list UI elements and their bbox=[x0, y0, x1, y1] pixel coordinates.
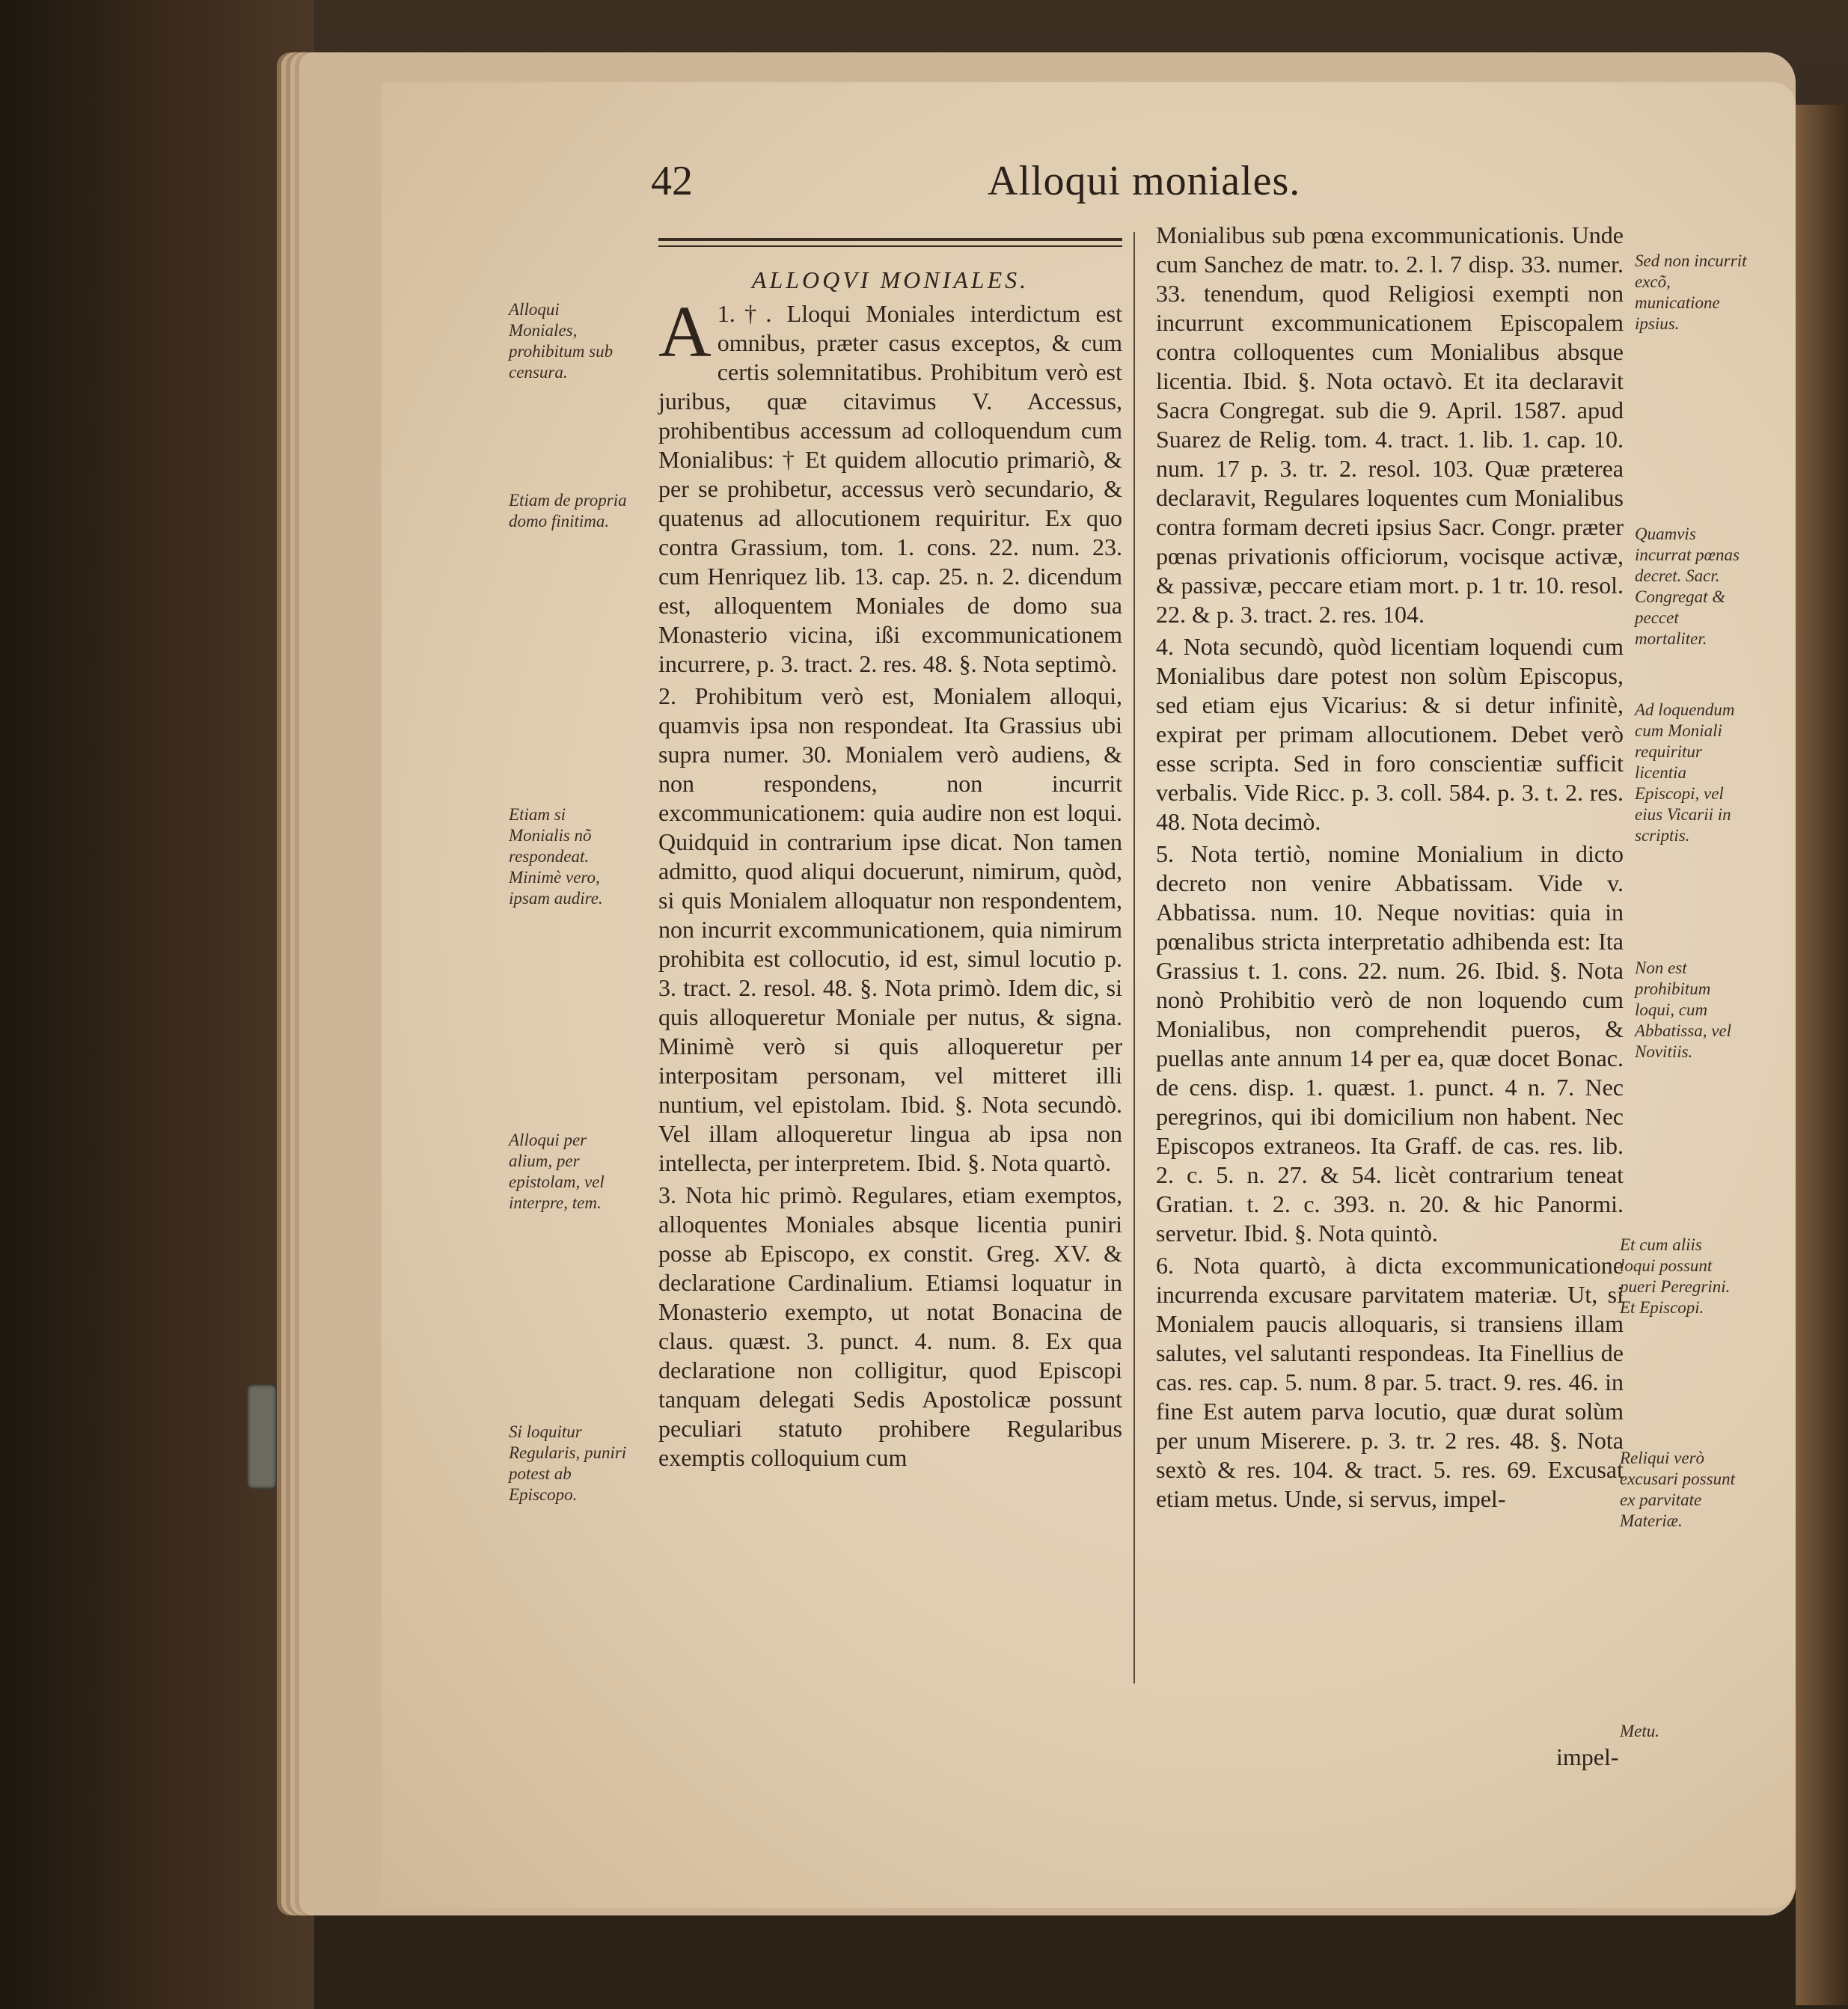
margin-note-left: Alloqui Moniales, prohibitum sub censura. bbox=[509, 300, 614, 382]
page-number: 42 bbox=[651, 158, 693, 204]
margin-note-left: Etiam si Monialis nõ respondeat. Minimè vero, ipsam audire. bbox=[509, 805, 603, 908]
margin-note-right: Sed non incurrit excõ, municatione ipsius. bbox=[1635, 251, 1747, 333]
drop-cap: A bbox=[658, 292, 712, 373]
section-heading: ALLOQVI MONIALES. bbox=[751, 266, 1029, 293]
margin-note-left: Etiam de propria domo finitima. bbox=[509, 491, 627, 530]
margin-note-right: Quamvis incurrat pœnas decret. Sacr. Congregat & peccet mortaliter. bbox=[1635, 525, 1740, 648]
paragraph-number: 1.†. bbox=[717, 300, 772, 327]
margin-note-right: Reliqui verò excusari possunt ex parvitate Materiæ. bbox=[1620, 1449, 1735, 1530]
catchword: impel- bbox=[1556, 1743, 1619, 1770]
left-column bbox=[658, 266, 1122, 1476]
paragraph-3-cont: Monialibus sub pœna excommunicationis. Unde cum Sanchez de matr. to. 2. l. 7 disp. 33. numer. 33. tenendum, quod Religiosi exempti non incurrunt excommunicationem Episcopalem contra colloquentes cum Monialibus absque licentia. Ibid. §. Nota octavò. Et ita declaravit Sacra Congregat. sub die 9. April. 1587. apud Suarez de Relig. tom. 4. tract. 1. lib. 1. cap. 10. num. 17 p. 3. tr. 2. resol. 103. Quæ præterea declaravit, Regulares loquentes cum Monialibus contra formam decreti ipsius Sacr. Congr. præter pœnas privationis officiorum, vocisque activæ, & passivæ, peccare etiam mort. p. 1 tr. 10. resol. 22. & p. 3. tract. 2. res. 104. bbox=[1156, 221, 1624, 628]
right-column bbox=[1156, 221, 1624, 1517]
page-title: Alloqui moniales. bbox=[988, 158, 1301, 204]
margin-note-right: Et cum aliis loqui possunt pueri Peregrini. Et Episcopi. bbox=[1620, 1235, 1731, 1317]
header-rule bbox=[658, 238, 1122, 247]
column-divider bbox=[1133, 232, 1135, 1684]
clasp-hinge bbox=[247, 1384, 277, 1489]
margin-note-left: Si loquitur Regularis, puniri potest ab Episcopo. bbox=[509, 1422, 627, 1504]
margin-note-right: Ad loquendum cum Moniali requiritur licentia Episcopi, vel eius Vicarii in scriptis. bbox=[1635, 700, 1735, 845]
margin-note-right: Metu. bbox=[1620, 1722, 1660, 1740]
paragraph-text: Lloqui Moniales interdictum est omnibus, præter casus exceptos, & cum certis solemnitatibus. Prohibitum verò est juribus, quæ citavimus V. Accessus, prohibentibus accessum ad colloquendum cum Monialibus: † Et quidem allocutio primariò, & per se prohibetur, accessus verò secundario, & quatenus ad allocutionem requiritur. Ex quo contra Grassium, tom. 1. cons. 22. num. 23. cum Henriquez lib. 13. cap. 25. n. 2. dicendum est, alloquentem Moniales de domo sua Monasterio vicina, ißi excommunicationem incurrere, p. 3. tract. 2. res. 48. §. Nota septimò. bbox=[658, 300, 1123, 677]
paragraph-6: 6. Nota quartò, à dicta excommunicatione incurrenda excusare parvitatem materiæ. Ut, si Monialem paucis alloquaris, si transiens illam salutes, vel salutanti respondeas. Ita Finellius de cas. res. cap. 5. num. 8 par. 5. tract. 9. res. 46. in fine Est autem parva locutio, quæ durat solùm per unum Miserere. p. 3. tr. 2 res. 48. §. Nota sextò & res. 104. & tract. 5. res. 69. Excusat etiam metus. Unde, si servus, impel- bbox=[1156, 1252, 1624, 1512]
paragraph-2: 2. Prohibitum verò est, Monialem alloqui, quamvis ipsa non respondeat. Ita Grassius ubi supra numer. 30. Monialem verò audiens, & non respondens, non incurrit excommunicationem: quia audire non est loqui. Quidquid in contrarium ipse dicat. Non tamen admitto, quod aliqui docuerunt, nimirum, quòd, si quis Monialem alloquatur non respondentem, non incurrit excommunicationem, quia nimirum prohibita est collocutio, id est, simul locutio p. 3. tract. 2. resol. 48. §. Nota primò. Idem dic, si quis alloqueretur Moniale per nutus, & signa. Minimè verò si quis alloqueretur per interpositam personam, vel mitteret illi nuntium, vel epistolam. Ibid. §. Nota secundò. Vel illam alloqueretur lingua ab ipsa non intellecta, per interpretem. Ibid. §. Nota quartò. bbox=[658, 682, 1122, 1176]
book-spine bbox=[0, 0, 314, 2009]
margin-note-right: Non est prohibitum loqui, cum Abbatissa, vel Novitiis. bbox=[1635, 958, 1732, 1061]
paragraph-1 bbox=[658, 292, 1123, 679]
margin-note-left: Alloqui per alium, per epistolam, vel interpre, tem. bbox=[509, 1131, 605, 1212]
running-head bbox=[651, 157, 1399, 217]
paragraph-3: 3. Nota hic primò. Regulares, etiam exemptos, alloquentes Moniales absque licentia puniri posse ab Episcopo, ex constit. Greg. XV. & declaratione Cardinalium. Etiamsi loquatur in Monasterio exempto, ut notat Bonacina de claus. quæst. 3. punct. 4. num. 8. Ex qua declaratione non colligitur, quod Episcopi tanquam delegati Sedis Apostolicæ possunt peculiari statuto prohibere Regularibus exemptis colloquium cum bbox=[658, 1181, 1122, 1471]
paragraph-4: 4. Nota secundò, quòd licentiam loquendi cum Monialibus dare potest non solùm Episcopus, sed etiam ejus Vicarius: & si detur infinitè, expirat per primam allocutionem. Debet verò esse scripta. Sed in foro conscientiæ sufficit verbalis. Vide Ricc. p. 3. coll. 584. p. 3. t. 2. res. 48. Nota decimò. bbox=[1156, 633, 1624, 835]
facing-page-edge bbox=[1796, 105, 1848, 2005]
paragraph-5: 5. Nota tertiò, nomine Monialium in dicto decreto non venire Abbatissam. Vide v. Abbatissa. num. 10. Neque novitias: quia in pœnalibus stricta interpretatio adhibenda est: Ita Grassius t. 1. cons. 22. num. 26. Ibid. §. Nota nonò Prohibitio verò de non loquendo cum Monialibus, non comprehendit pueros, & puellas ante annum 14 per ea, quæ docet Bonac. de cens. disp. 1. quæst. 1. punct. 4 n. 7. Nec peregrinos, qui ibi domicilium non habent. Nec Episcopos extraneos. Ita Graff. de cas. res. lib. 2. c. 5. n. 27. & 54. licèt contrarium teneat Gratian. t. 2. c. 393. n. 20. & hic Panormi. servetur. Ibid. §. Nota quintò. bbox=[1156, 840, 1624, 1247]
